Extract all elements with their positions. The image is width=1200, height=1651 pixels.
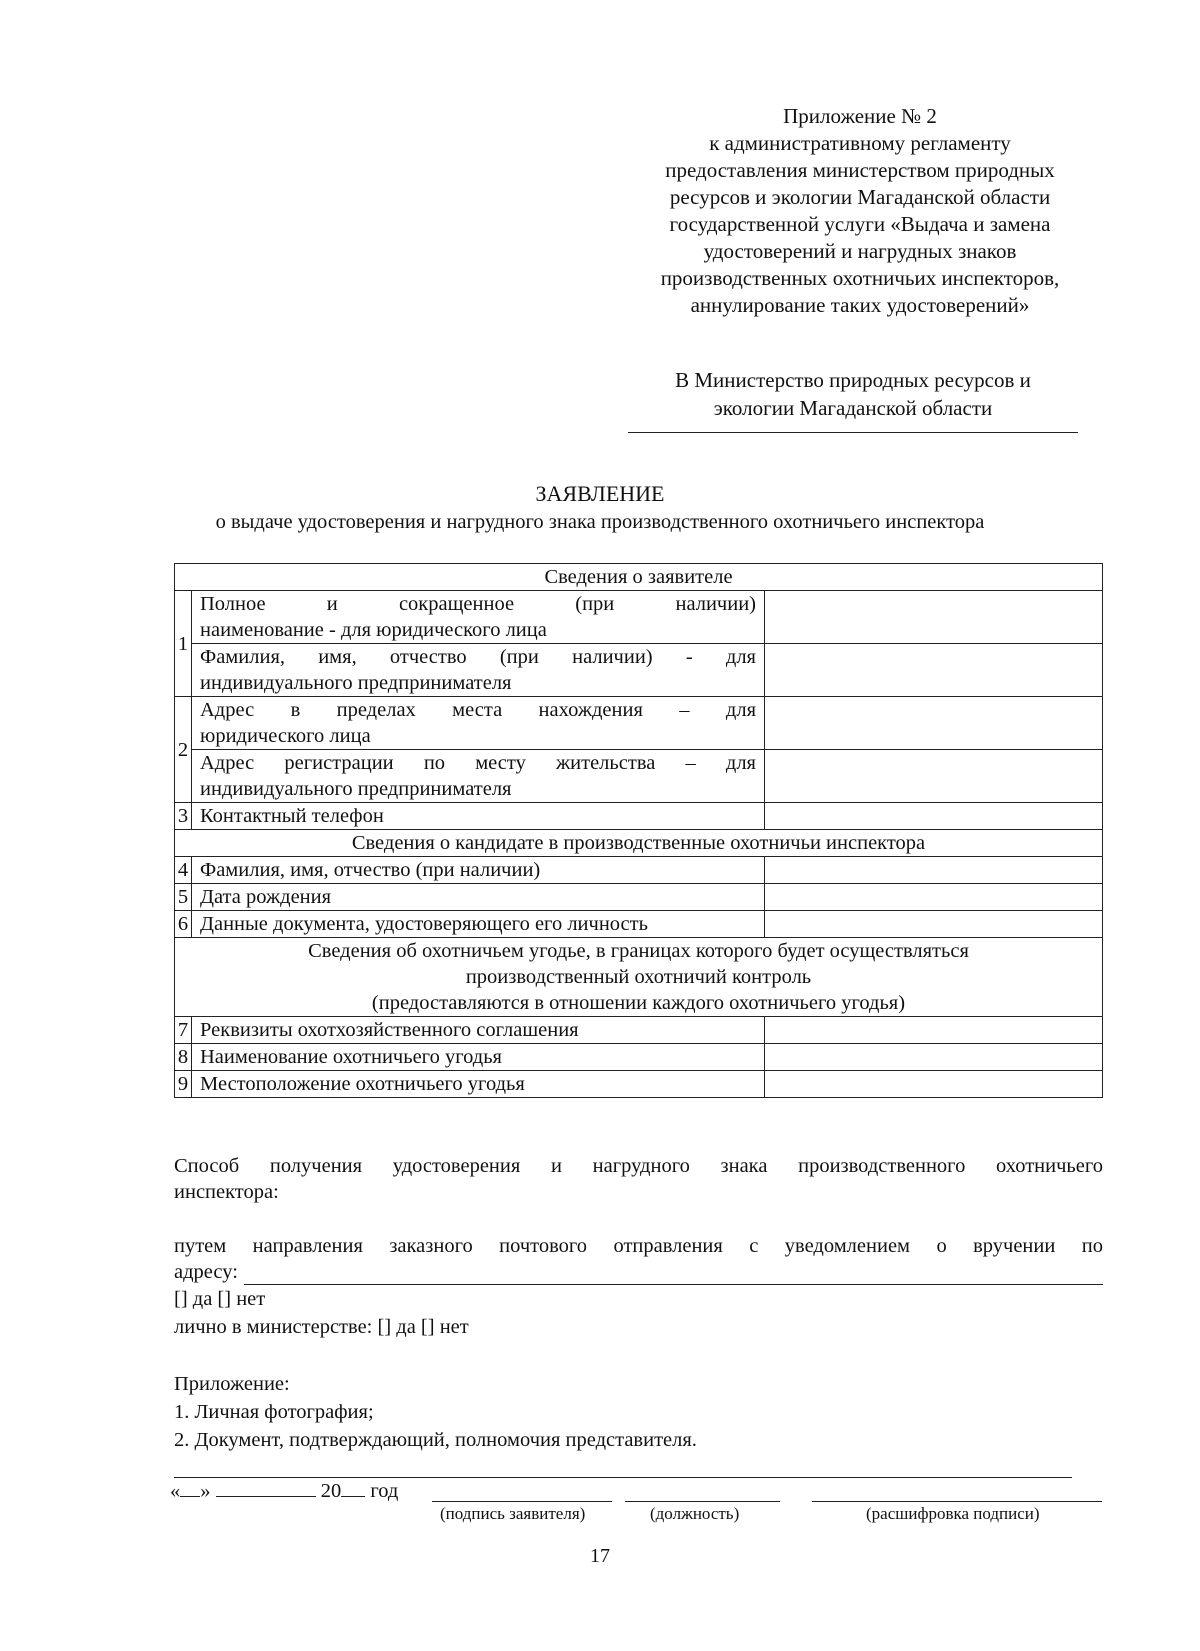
day-field[interactable] <box>180 1478 200 1497</box>
label-agreement-details: Реквизиты охотхозяйственного соглашения <box>192 1017 765 1044</box>
appendix-header <box>600 103 1120 319</box>
year-prefix: 20 <box>320 1480 342 1502</box>
row-number: 4 <box>175 857 192 884</box>
appendix-line: ресурсов и экологии Магаданской области <box>669 185 1051 209</box>
label-candidate-name: Фамилия, имя, отчество (при наличии) <box>192 857 765 884</box>
value-cell[interactable] <box>765 697 1103 750</box>
row-number: 2 <box>175 697 192 803</box>
address-label: адресу: <box>174 1261 238 1283</box>
delivery-method-text: Способ получения удостоверения и нагрудного знака производственного охотничьего <box>174 1155 1103 1177</box>
address-row <box>174 1259 1103 1285</box>
caption-decoding: (расшифровка подписи) <box>866 1504 1040 1523</box>
address-field[interactable] <box>244 1264 1103 1285</box>
caption-signature: (подпись заявителя) <box>440 1504 586 1523</box>
postal-option-text: путем направления заказного почтового отправления с уведомлением о вручении по <box>174 1235 1103 1257</box>
value-cell[interactable] <box>765 1044 1103 1071</box>
addressee-line: экологии Магаданской области <box>713 396 993 420</box>
document-subtitle: о выдаче удостоверения и нагрудного знака производственного охотничьего инспектора <box>215 511 985 533</box>
appendix-line: к административному регламенту <box>709 131 1011 155</box>
label-registration-address: Адрес регистрации по месту жительства – для индивидуального предпринимателя <box>192 750 765 803</box>
page-number: 17 <box>590 1545 610 1567</box>
row-number: 3 <box>175 803 192 830</box>
quote-close: » <box>200 1480 211 1502</box>
label-hunting-ground-location: Местоположение охотничьего угодья <box>192 1071 765 1098</box>
year-suffix: год <box>370 1480 399 1502</box>
row-number: 7 <box>175 1017 192 1044</box>
value-cell[interactable] <box>765 857 1103 884</box>
label-hunting-ground-name: Наименование охотничьего угодья <box>192 1044 765 1071</box>
value-cell[interactable] <box>765 591 1103 644</box>
appendix-line: Приложение № 2 <box>783 104 937 128</box>
document-title-block <box>0 481 1200 533</box>
appendix-line: аннулирование таких удостоверений» <box>690 293 1030 317</box>
value-cell[interactable] <box>765 750 1103 803</box>
postal-option <box>174 1233 1103 1285</box>
value-cell[interactable] <box>765 911 1103 938</box>
personal-yes-no[interactable]: лично в министерстве: [] да [] нет <box>174 1316 469 1338</box>
appendix-line: предоставления министерством природных <box>665 158 1055 182</box>
caption-position: (должность) <box>650 1504 740 1523</box>
label-legal-address: Адрес в пределах места нахождения – для юридического лица <box>192 697 765 750</box>
position-line[interactable] <box>625 1501 780 1502</box>
delivery-method <box>174 1153 1103 1205</box>
row-number: 8 <box>175 1044 192 1071</box>
attachment-item: 2. Документ, подтверждающий, полномочия представителя. <box>174 1429 697 1451</box>
applicant-info-table <box>174 563 1103 1098</box>
label-legal-entity-name: Полное и сокращенное (при наличии) наименование - для юридического лица <box>192 591 765 644</box>
attachments-list <box>174 1370 697 1454</box>
label-id-document: Данные документа, удостоверяющего его личность <box>192 911 765 938</box>
delivery-method-text: инспектора: <box>174 1181 279 1203</box>
row-number: 6 <box>175 911 192 938</box>
section-header-candidate: Сведения о кандидате в производственные охотничьи инспектора <box>175 830 1103 857</box>
value-cell[interactable] <box>765 884 1103 911</box>
addressee-block <box>628 366 1078 422</box>
appendix-line: государственной услуги «Выдача и замена <box>669 212 1051 236</box>
section-header-hunting-ground: Сведения об охотничьем угодье, в границах которого будет осуществляться производственный охотничий контроль (предоставляются в отношении каждого охотничьего угодья) <box>175 938 1103 1017</box>
document-title: ЗАЯВЛЕНИЕ <box>535 481 665 506</box>
postal-yes-no[interactable]: [] да [] нет <box>174 1288 266 1310</box>
attachment-item: 1. Личная фотография; <box>174 1401 374 1423</box>
value-cell[interactable] <box>765 1071 1103 1098</box>
label-birth-date: Дата рождения <box>192 884 765 911</box>
year-field[interactable] <box>341 1478 365 1497</box>
delivery-options <box>174 1285 469 1341</box>
attachments-heading: Приложение: <box>174 1373 290 1395</box>
quote-open: « <box>170 1480 181 1502</box>
row-number: 5 <box>175 884 192 911</box>
signature-line[interactable] <box>432 1501 612 1502</box>
label-entrepreneur-name: Фамилия, имя, отчество (при наличии) - для индивидуального предпринимателя <box>192 644 765 697</box>
row-number: 1 <box>175 591 192 697</box>
decoding-line[interactable] <box>812 1501 1102 1502</box>
appendix-line: удостоверений и нагрудных знаков <box>703 239 1017 263</box>
label-contact-phone: Контактный телефон <box>192 803 765 830</box>
appendix-line: производственных охотничьих инспекторов, <box>660 266 1060 290</box>
value-cell[interactable] <box>765 644 1103 697</box>
row-number: 9 <box>175 1071 192 1098</box>
value-cell[interactable] <box>765 803 1103 830</box>
month-field[interactable] <box>216 1478 316 1497</box>
date-row <box>170 1478 398 1504</box>
value-cell[interactable] <box>765 1017 1103 1044</box>
section-header-applicant: Сведения о заявителе <box>175 564 1103 591</box>
addressee-line: В Министерство природных ресурсов и <box>675 368 1031 392</box>
addressee-underline <box>628 432 1078 433</box>
